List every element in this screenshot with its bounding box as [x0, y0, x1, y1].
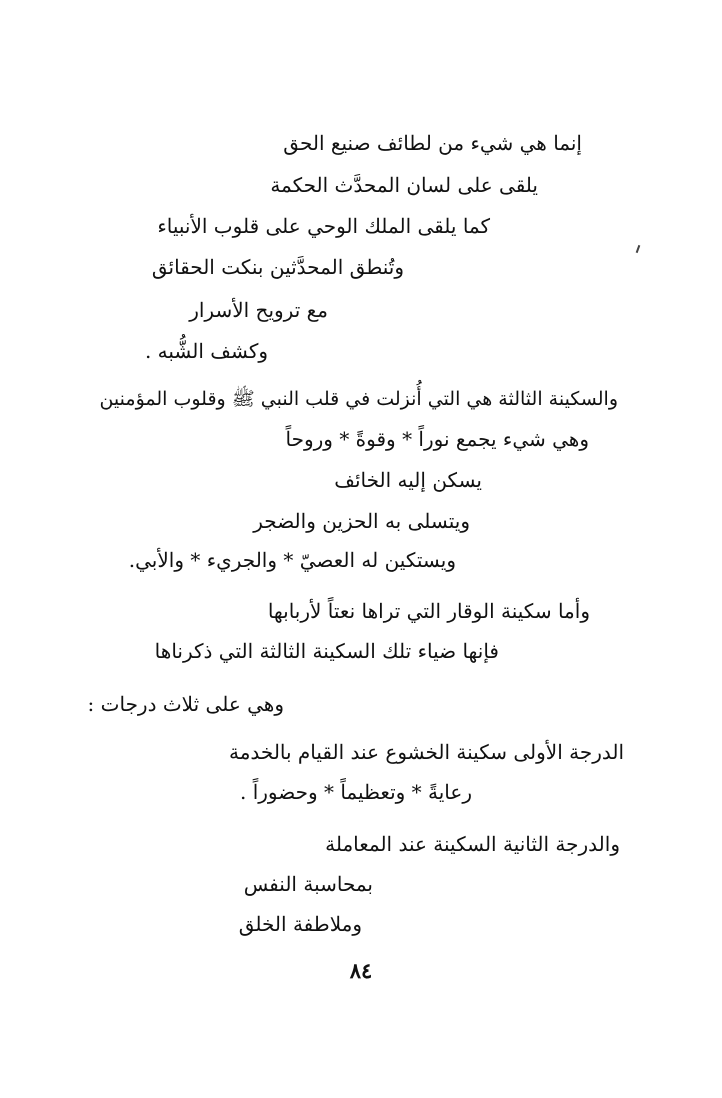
text-line: إنما هي شيء من لطائف صنيع الحق	[283, 131, 582, 155]
text-line: فإنها ضياء تلك السكينة الثالثة التي ذكرناها	[154, 639, 499, 663]
text-line: وتُنطق المحدَّثين بنكت الحقائق	[151, 255, 404, 279]
text-line: وهي على ثلاث درجات :	[87, 692, 284, 716]
text-line: ويستكين له العصيّ * والجريء * والأبي.	[128, 548, 456, 572]
text-line: ويتسلى به الحزين والضجر	[253, 509, 470, 533]
text-line: بمحاسبة النفس	[243, 872, 373, 896]
text-line: وهي شيء يجمع نوراً * وقوةً * وروحاً	[285, 427, 589, 451]
text-line: مع ترويح الأسرار	[189, 298, 328, 322]
margin-mark	[636, 245, 641, 253]
text-line: والسكينة الثالثة هي التي أُنزلت في قلب النبي ﷺ وقلوب المؤمنين	[99, 388, 618, 410]
text-line: يسكن إليه الخائف	[334, 468, 482, 492]
text-line: وأما سكينة الوقار التي تراها نعتاً لأربابها	[267, 599, 590, 623]
text-line: رعايةً * وتعظيماً * وحضوراً .	[239, 780, 472, 804]
text-line: وملاطفة الخلق	[238, 912, 362, 936]
text-line: والدرجة الثانية السكينة عند المعاملة	[325, 832, 620, 856]
text-line: وكشف الشُّبه .	[144, 339, 268, 363]
text-line: الدرجة الأولى سكينة الخشوع عند القيام بالخدمة	[228, 740, 624, 764]
text-line: يلقى على لسان المحدَّث الحكمة	[270, 173, 538, 197]
text-line: كما يلقى الملك الوحي على قلوب الأنبياء	[157, 214, 490, 238]
page-number: ٨٤	[349, 958, 373, 983]
